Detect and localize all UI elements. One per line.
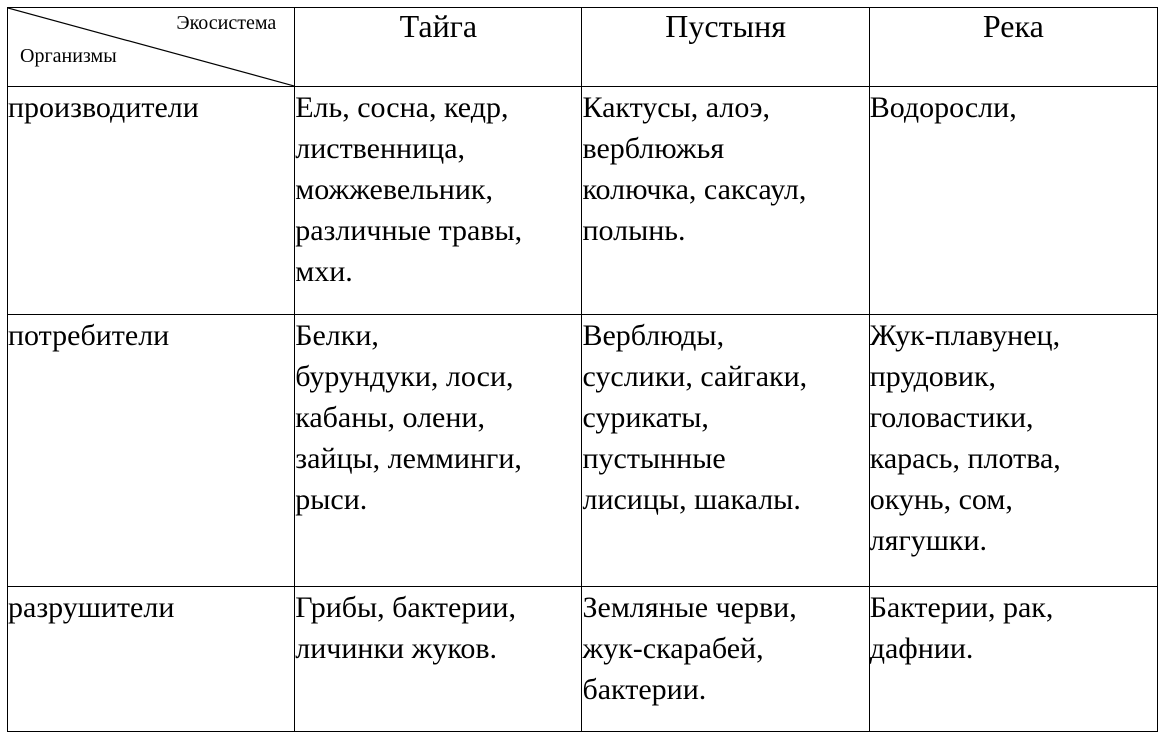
cell-consumers-river [869,315,1157,587]
cell-line: бурундуки, лоси, [295,360,514,393]
cell-line: бактерии. [582,673,707,706]
header-desert: Пустыня [582,8,869,87]
cell-consumers-desert [582,315,869,587]
cell-line: суслики, сайгаки, [582,360,808,393]
cell-line: лисицы, шакалы. [582,483,801,516]
cell-line: Бактерии, рак, [869,591,1054,624]
cell-line: Жук-плавунец, [869,319,1061,352]
cell-line: сурикаты, [582,401,709,434]
cell-line: прудовик, [869,360,997,393]
cell-line: личинки жуков. [295,632,498,665]
cell-line: рыси. [295,483,368,516]
ecosystem-organisms-table [7,7,1158,732]
cell-producers-desert [582,87,869,315]
cell-line: Верблюды, [582,319,725,352]
cell-line: карась, плотва, [869,442,1061,475]
cell-line: зайцы, лемминги, [295,442,522,475]
cell-line: различные травы, [295,214,523,247]
cell-line: кабаны, олени, [295,401,485,434]
cell-line: колючка, саксаул, [582,173,807,206]
header-river: Река [869,8,1157,87]
table-row-decomposers [8,587,1158,732]
cell-line: окунь, сом, [869,483,1013,516]
cell-line: верблюжья [582,132,725,165]
header-taiga: Тайга [295,8,582,87]
cell-consumers-taiga [295,315,582,587]
cell-line: можжевельник, [295,173,493,206]
cell-line: лягушки. [869,524,988,557]
cell-decomposers-river [869,587,1157,732]
cell-line: головастики, [869,401,1034,434]
cell-decomposers-desert [582,587,869,732]
table-header-row [8,8,1158,87]
cell-line: Ель, сосна, кедр, [295,91,509,124]
cell-producers-taiga [295,87,582,315]
corner-label-organisms: Организмы [20,45,117,67]
row-label-decomposers: разрушители [8,587,295,732]
cell-decomposers-taiga [295,587,582,732]
corner-diagonal-header [8,8,295,87]
cell-line: Водоросли, [869,91,1017,124]
cell-producers-river [869,87,1157,315]
corner-label-ecosystem: Экосистема [176,12,277,34]
row-label-producers: производители [8,87,295,315]
cell-line: лиственница, [295,132,466,165]
cell-line: жук-скарабей, [582,632,764,665]
cell-line: Земляные черви, [582,591,797,624]
cell-line: Кактусы, алоэ, [582,91,771,124]
cell-line: пустынные [582,442,726,475]
cell-line: полынь. [582,214,686,247]
cell-line: Грибы, бактерии, [295,591,516,624]
cell-line: мхи. [295,255,353,288]
table-row-producers [8,87,1158,315]
table-row-consumers [8,315,1158,587]
row-label-consumers: потребители [8,315,295,587]
cell-line: Белки, [295,319,379,352]
cell-line: дафнии. [869,632,974,665]
